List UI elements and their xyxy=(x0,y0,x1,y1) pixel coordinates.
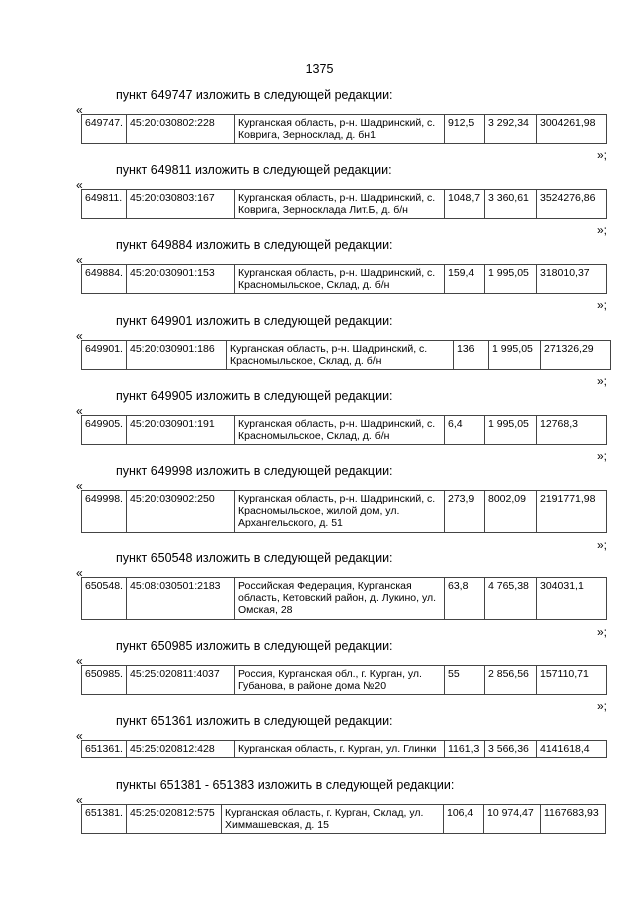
price-cell: 1 995,05 xyxy=(489,341,541,370)
open-quote: « xyxy=(76,103,83,117)
table-row xyxy=(82,741,607,758)
address-cell: Курганская область, р-н. Шадринский, с. Красномыльское, Склад, д. б/н xyxy=(235,265,445,294)
open-quote: « xyxy=(76,479,83,493)
area-cell: 63,8 xyxy=(445,578,485,620)
property-table xyxy=(81,189,607,219)
section-heading: пункт 649905 изложить в следующей редакции: xyxy=(116,389,393,403)
address-cell: Курганская область, р-н. Шадринский, с. Красномыльское, Склад, д. б/н xyxy=(227,341,454,370)
area-cell: 106,4 xyxy=(444,805,484,834)
address-cell: Курганская область, р-н. Шадринский, с. Красномыльское, жилой дом, ул. Архангельского, д. 51 xyxy=(235,491,445,533)
price-cell: 3 292,34 xyxy=(485,115,537,144)
cadastral-number-cell: 45:25:020812:428 xyxy=(127,741,235,758)
price-cell: 10 974,47 xyxy=(484,805,541,834)
area-cell: 136 xyxy=(454,341,489,370)
table-row xyxy=(82,491,607,533)
address-cell: Курганская область, р-н. Шадринский, с. Ковригa, Зерносклад, д. бн1 xyxy=(235,115,445,144)
value-cell: 4141618,4 xyxy=(537,741,607,758)
cadastral-number-cell: 45:20:030803:167 xyxy=(127,190,235,219)
property-table xyxy=(81,340,611,370)
close-quote: »; xyxy=(597,374,608,388)
price-cell: 4 765,38 xyxy=(485,578,537,620)
row-number-cell: 649901. xyxy=(82,341,127,370)
cadastral-number-cell: 45:20:030901:191 xyxy=(127,416,235,445)
section-heading: пункт 649901 изложить в следующей редакции: xyxy=(116,314,393,328)
cadastral-number-cell: 45:25:020812:575 xyxy=(127,805,222,834)
property-table xyxy=(81,490,607,533)
cadastral-number-cell: 45:25:020811:4037 xyxy=(127,666,235,695)
table-row xyxy=(82,341,611,370)
table-row xyxy=(82,416,607,445)
value-cell: 1167683,93 xyxy=(541,805,606,834)
value-cell: 271326,29 xyxy=(541,341,611,370)
open-quote: « xyxy=(76,253,83,267)
table-row xyxy=(82,805,606,834)
open-quote: « xyxy=(76,404,83,418)
property-table xyxy=(81,264,607,294)
close-quote: »; xyxy=(597,148,608,162)
property-table xyxy=(81,740,607,758)
property-table xyxy=(81,665,607,695)
area-cell: 159,4 xyxy=(445,265,485,294)
value-cell: 12768,3 xyxy=(537,416,607,445)
cadastral-number-cell: 45:08:030501:2183 xyxy=(127,578,235,620)
property-table xyxy=(81,415,607,445)
section-heading: пункты 651381 - 651383 изложить в следующей редакции: xyxy=(116,778,455,792)
section-heading: пункт 649811 изложить в следующей редакции: xyxy=(116,163,392,177)
close-quote: »; xyxy=(597,625,608,639)
address-cell: Курганская область, р-н. Шадринский, с. Красномыльское, Склад, д. б/н xyxy=(235,416,445,445)
cadastral-number-cell: 45:20:030902:250 xyxy=(127,491,235,533)
table-row xyxy=(82,666,607,695)
cadastral-number-cell: 45:20:030901:153 xyxy=(127,265,235,294)
open-quote: « xyxy=(76,654,83,668)
row-number-cell: 649884. xyxy=(82,265,127,294)
price-cell: 1 995,05 xyxy=(485,265,537,294)
row-number-cell: 650548. xyxy=(82,578,127,620)
close-quote: »; xyxy=(597,223,608,237)
close-quote: »; xyxy=(597,538,608,552)
section-heading: пункт 651361 изложить в следующей редакции: xyxy=(116,714,393,728)
address-cell: Курганская область, г. Курган, ул. Глинки xyxy=(235,741,445,758)
section-heading: пункт 650548 изложить в следующей редакции: xyxy=(116,551,393,565)
table-row xyxy=(82,265,607,294)
value-cell: 304031,1 xyxy=(537,578,607,620)
address-cell: Россия, Курганская обл., г. Курган, ул. Губанова, в районе дома №20 xyxy=(235,666,445,695)
open-quote: « xyxy=(76,178,83,192)
open-quote: « xyxy=(76,729,83,743)
value-cell: 318010,37 xyxy=(537,265,607,294)
open-quote: « xyxy=(76,793,83,807)
section-heading: пункт 649884 изложить в следующей редакции: xyxy=(116,238,393,252)
price-cell: 2 856,56 xyxy=(485,666,537,695)
table-row xyxy=(82,578,607,620)
row-number-cell: 650985. xyxy=(82,666,127,695)
property-table xyxy=(81,577,607,620)
section-heading: пункт 649747 изложить в следующей редакции: xyxy=(116,88,393,102)
table-row xyxy=(82,115,607,144)
page-number: 1375 xyxy=(305,62,334,76)
table-row xyxy=(82,190,607,219)
section-heading: пункт 650985 изложить в следующей редакции: xyxy=(116,639,393,653)
price-cell: 3 360,61 xyxy=(485,190,537,219)
area-cell: 1048,7 xyxy=(445,190,485,219)
area-cell: 912,5 xyxy=(445,115,485,144)
price-cell: 3 566,36 xyxy=(485,741,537,758)
row-number-cell: 649998. xyxy=(82,491,127,533)
property-table xyxy=(81,804,606,834)
row-number-cell: 651381. xyxy=(82,805,127,834)
price-cell: 8002,09 xyxy=(485,491,537,533)
property-table xyxy=(81,114,607,144)
row-number-cell: 649905. xyxy=(82,416,127,445)
address-cell: Российская Федерация, Курганская область, Кетовский район, д. Лукино, ул. Омская, 28 xyxy=(235,578,445,620)
section-heading: пункт 649998 изложить в следующей редакции: xyxy=(116,464,393,478)
address-cell: Курганская область, р-н. Шадринский, с. Ковригa, Зерносклада Лит.Б, д. б/н xyxy=(235,190,445,219)
close-quote: »; xyxy=(597,298,608,312)
open-quote: « xyxy=(76,329,83,343)
open-quote: « xyxy=(76,566,83,580)
row-number-cell: 649811. xyxy=(82,190,127,219)
value-cell: 3524276,86 xyxy=(537,190,607,219)
close-quote: »; xyxy=(597,699,608,713)
cadastral-number-cell: 45:20:030901:186 xyxy=(127,341,227,370)
address-cell: Курганская область, г. Курган, Склад, ул. Химмашевская, д. 15 xyxy=(222,805,444,834)
row-number-cell: 651361. xyxy=(82,741,127,758)
price-cell: 1 995,05 xyxy=(485,416,537,445)
value-cell: 3004261,98 xyxy=(537,115,607,144)
area-cell: 1161,3 xyxy=(445,741,485,758)
area-cell: 55 xyxy=(445,666,485,695)
area-cell: 273,9 xyxy=(445,491,485,533)
area-cell: 6,4 xyxy=(445,416,485,445)
value-cell: 157110,71 xyxy=(537,666,607,695)
cadastral-number-cell: 45:20:030802:228 xyxy=(127,115,235,144)
row-number-cell: 649747. xyxy=(82,115,127,144)
close-quote: »; xyxy=(597,449,608,463)
value-cell: 2191771,98 xyxy=(537,491,607,533)
